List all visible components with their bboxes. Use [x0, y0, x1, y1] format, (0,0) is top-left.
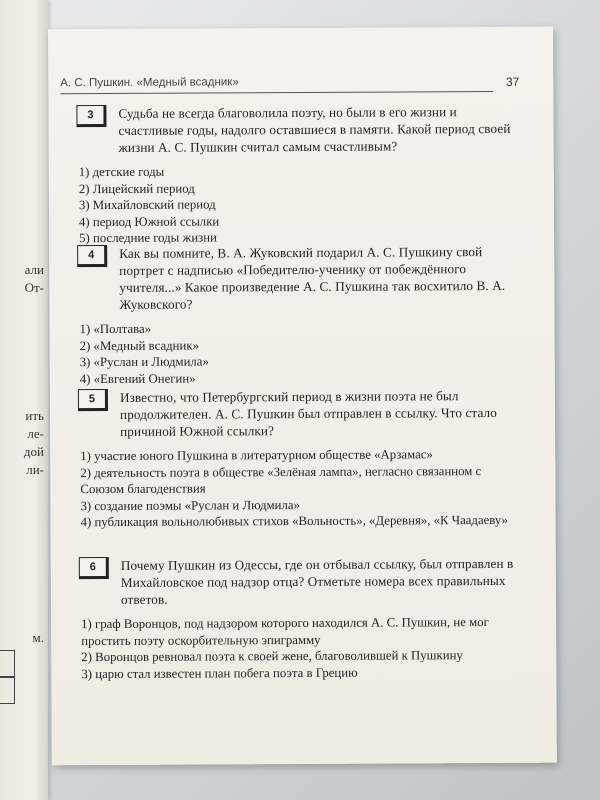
question-text: Как вы помните, В. А. Жуковский подарил А. С. Пушкину свой портрет с надписью «Победителю-ученику от побеждённого учителя...» Какое произведение А. С. Пушкина так восхитило В. А. Жуковского?	[119, 244, 506, 312]
answer-option: 4) публикация вольнолюбивых стихов «Вольность», «Деревня», «К Чаадаеву»	[80, 512, 509, 530]
answer-option: 3) «Руслан и Людмила»	[79, 354, 209, 370]
header-title: А. С. Пушкин. «Медный всадник»	[60, 76, 239, 90]
question-text: Известно, что Петербургский период в жизни поэта не был продолжителен. А. С. Пушкин был отправлен в ссылку. Что стало причиной Южной ссылки?	[119, 388, 497, 439]
question-4	[77, 243, 518, 387]
answer-option: 3) царю стал известен план побега поэта в Грецию	[81, 665, 358, 681]
answer-option: 2) «Медный всадник»	[79, 338, 199, 353]
question-3	[76, 103, 517, 247]
question-number-box: 3	[76, 105, 106, 127]
question-text: Почему Пушкин из Одессы, где он отбывал ссылку, был отправлен в Михайловское под надзор отца? Отметьте номера всех правильных ответов.	[120, 555, 514, 607]
answer-option: 2) Воронцов ревновал поэта к своей жене, благоволившей к Пушкину	[81, 648, 463, 665]
left-page-fragment: ить	[25, 408, 44, 423]
answer-option: 1) «Полтава»	[79, 321, 152, 337]
answer-option: 1) участие юного Пушкина в литературном обществе «Арзамас»	[80, 447, 433, 464]
answer-options	[80, 446, 518, 531]
answer-option: 1) граф Воронцов, под надзором которого находился А. С. Пушкин, не мог простить поэту оскорбительную эпиграмму	[81, 615, 489, 648]
left-page-fragment: ли-	[26, 462, 44, 477]
answer-option: 4) период Южной ссылки	[78, 213, 220, 229]
answer-options	[80, 319, 518, 387]
answer-box	[0, 650, 15, 678]
question-text: Судьба не всегда благоволила поэту, но были в его жизни и счастливые годы, надолго оставшиеся в памяти. Какой период своей жизни А. С. Пушкин считал самым счастливым?	[118, 104, 511, 155]
left-page	[0, 0, 48, 800]
answer-options	[79, 162, 517, 247]
answer-option: 1) детские годы	[78, 164, 165, 180]
question-number-box: 5	[78, 389, 108, 411]
book-page	[48, 27, 557, 766]
answer-box	[0, 676, 15, 704]
question-5	[78, 387, 519, 531]
question-number-box: 6	[79, 557, 109, 579]
left-page-fragment: али	[24, 262, 44, 277]
answer-options	[81, 614, 519, 682]
answer-option: 3) Михайловский период	[78, 197, 216, 213]
question-6	[79, 555, 520, 682]
answer-option: 2) Лицейский период	[78, 181, 195, 196]
left-page-fragment: дой	[23, 444, 44, 459]
running-header	[60, 73, 493, 94]
answer-option: 5) последние годы жизни	[79, 230, 217, 246]
answer-option: 4) «Евгений Онегин»	[79, 371, 196, 386]
left-page-fragment: м.	[32, 630, 44, 645]
answer-option: 3) создание поэмы «Руслан и Людмила»	[80, 497, 301, 513]
question-number-box: 4	[77, 245, 107, 267]
page-number: 37	[505, 74, 520, 89]
answer-option: 2) деятельность поэта в обществе «Зелёная лампа», негласно связанном с Союзом благоденствия	[80, 463, 482, 497]
left-page-fragment: ле-	[27, 426, 44, 441]
left-page-fragment: От-	[24, 280, 44, 295]
